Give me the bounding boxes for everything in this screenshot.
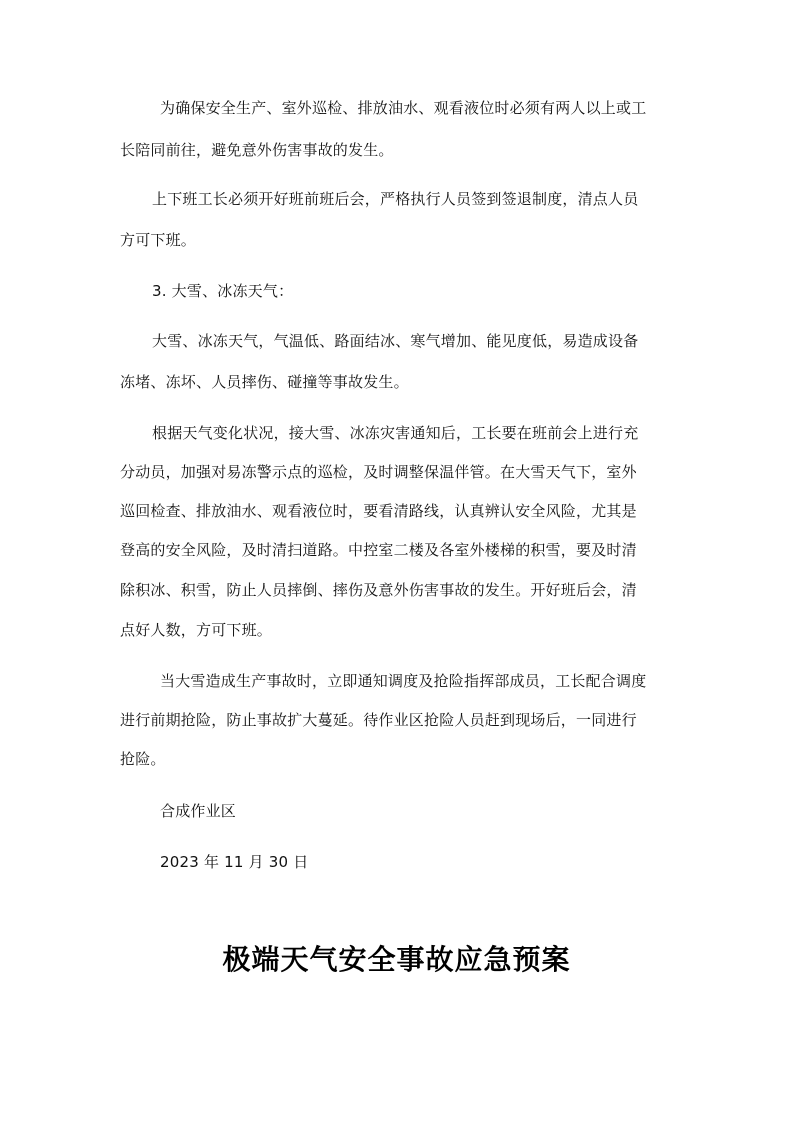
signature-date: 2023 年 11 月 30 日 — [160, 853, 309, 871]
section-heading: 3. 大雪、冰冻天气： — [152, 282, 294, 300]
paragraph-line: 根据天气变化状况，接大雪、冰冻灾害通知后，工长要在班前会上进行充 — [152, 424, 639, 442]
paragraph-line: 方可下班。 — [120, 231, 197, 249]
paragraph-line: 抢险。 — [120, 750, 166, 768]
signature-org: 合成作业区 — [160, 802, 237, 820]
paragraph-line: 分动员，加强对易冻警示点的巡检，及时调整保温伴管。在大雪天气下，室外 — [120, 463, 637, 481]
paragraph-line: 为确保安全生产、室外巡检、排放油水、观看液位时必须有两人以上或工 — [160, 99, 647, 117]
paragraph-line: 进行前期抢险，防止事故扩大蔓延。待作业区抢险人员赶到现场后，一同进行 — [120, 711, 637, 729]
paragraph-line: 大雪、冰冻天气，气温低、路面结冰、寒气增加、能见度低，易造成设备 — [152, 332, 639, 350]
paragraph-line: 冻堵、冻坏、人员摔伤、碰撞等事故发生。 — [120, 373, 409, 391]
paragraph-line: 长陪同前往，避免意外伤害事故的发生。 — [120, 141, 394, 159]
paragraph-line: 点好人数，方可下班。 — [120, 621, 273, 639]
paragraph-line: 巡回检查、排放油水、观看液位时，要看清路线，认真辨认安全风险，尤其是 — [120, 502, 637, 520]
document-title: 极端天气安全事故应急预案 — [222, 943, 571, 976]
paragraph-line: 登高的安全风险，及时清扫道路。中控室二楼及各室外楼梯的积雪，要及时清 — [120, 541, 637, 559]
paragraph-line: 除积冰、积雪，防止人员摔倒、摔伤及意外伤害事故的发生。开好班后会，清 — [120, 581, 637, 599]
paragraph-line: 当大雪造成生产事故时，立即通知调度及抢险指挥部成员，工长配合调度 — [160, 672, 647, 690]
paragraph-line: 上下班工长必须开好班前班后会，严格执行人员签到签退制度，清点人员 — [152, 190, 639, 208]
